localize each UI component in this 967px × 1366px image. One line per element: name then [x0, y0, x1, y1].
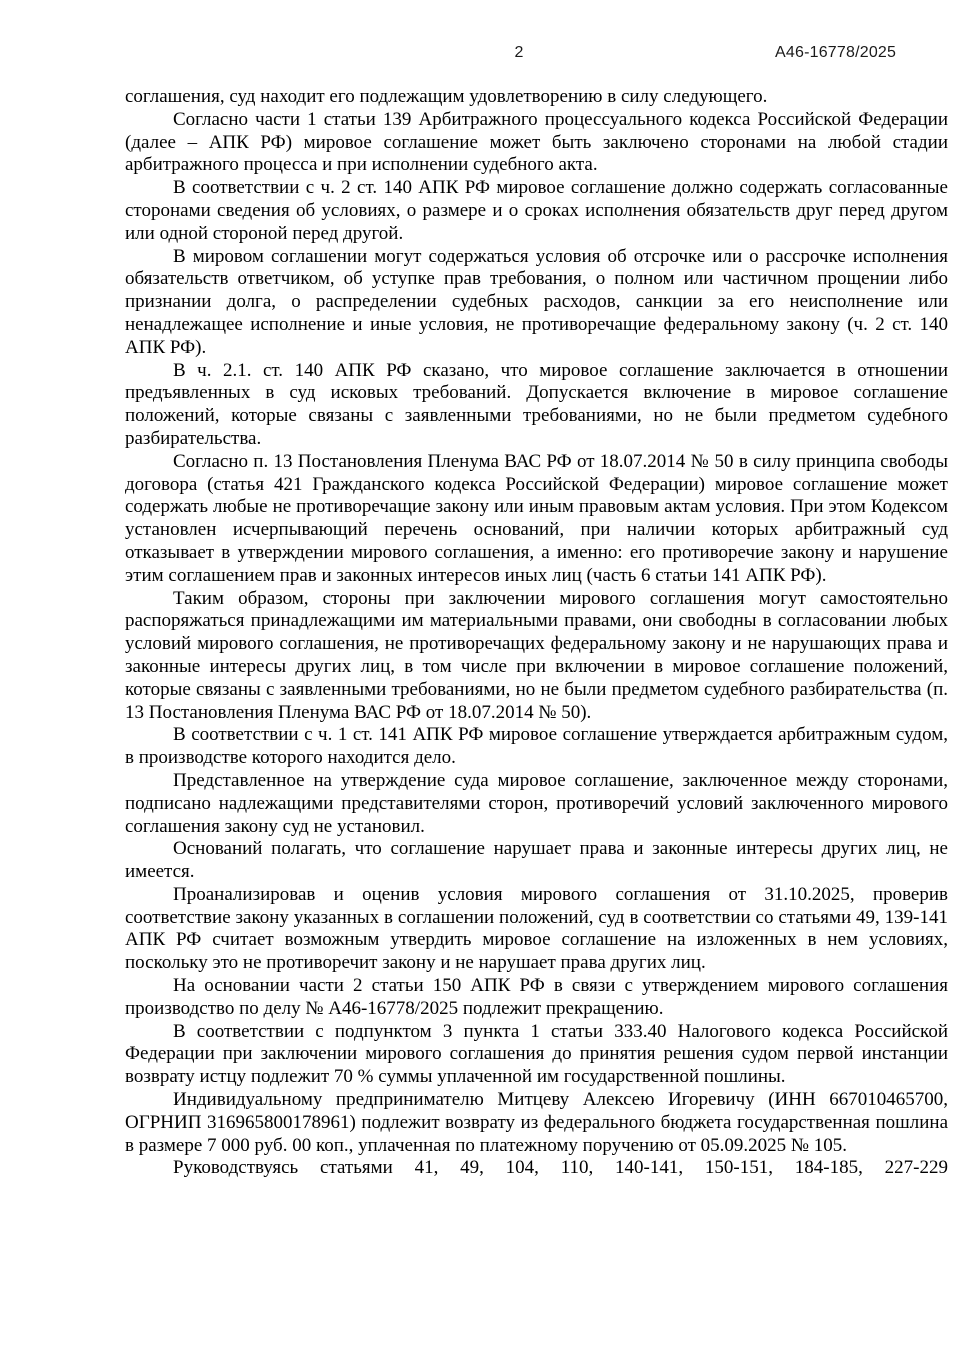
paragraph: В соответствии с подпунктом 3 пункта 1 статьи 333.40 Налогового кодекса Российской Федерации при заключении мирового соглашения до принятия решения судом первой инстанции возврату истцу подлежит 70 % суммы уплаченной им государственной пошлины.: [125, 1020, 948, 1088]
paragraph: соглашения, суд находит его подлежащим удовлетворению в силу следующего.: [125, 86, 768, 107]
paragraph: В мировом соглашении могут содержаться условия об отсрочке или о рассрочке исполнения обязательств ответчиком, об уступке прав требования, о полном или частичном прощении либо признании долга, о распределении судебных расходов, санкции за его неисполнение или ненадлежащее исполнение и иные условия, не противоречащие федеральному закону (ч. 2 ст. 140 АПК РФ).: [125, 245, 948, 358]
paragraph: Таким образом, стороны при заключении мирового соглашения могут самостоятельно распоряжаться принадлежащими им материальными правами, они свободны в согласовании любых условий мирового соглашения, не противоречащих федеральному закону и не нарушающих права и законные интересы других лиц, в том числе при включении в мировое соглашение положений, которые связаны с заявленными требованиями, но не были предметом судебного разбирательства (п. 13 Постановления Пленума ВАС РФ от 18.07.2014 № 50).: [125, 587, 948, 723]
paragraph: Руководствуясь статьями 41, 49, 104, 110, 140-141, 150-151, 184-185, 227-229: [173, 1157, 948, 1179]
paragraph: Согласно п. 13 Постановления Пленума ВАС РФ от 18.07.2014 № 50 в силу принципа свободы договора (статья 421 Гражданского кодекса Российской Федерации) мировое соглашение может содержать любые не противоречащие закону или иным правовым актам условия. При этом Кодексом установлен исчерпывающий перечень оснований, при наличии которых арбитражный суд отказывает в утверждении мирового соглашения, а именно: его противоречие закону и нарушение этим соглашением прав и законных интересов иных лиц (часть 6 статьи 141 АПК РФ).: [125, 450, 948, 586]
document-text: [125, 86, 948, 1180]
case-number: А46-16778/2025: [775, 44, 897, 61]
paragraph: В соответствии с ч. 1 ст. 141 АПК РФ мировое соглашение утверждается арбитражным судом, в производстве которого находится дело.: [125, 724, 948, 769]
paragraph: Представленное на утверждение суда мировое соглашение, заключенное между сторонами, подписано надлежащими представителями сторон, противоречий условий заключенного мирового соглашения закону суд не установил.: [125, 769, 948, 837]
paragraph: Проанализировав и оценив условия мирового соглашения от 31.10.2025, проверив соответствие закону указанных в соглашении положений, суд в соответствии со статьями 49, 139-141 АПК РФ считает возможным утвердить мировое соглашение на изложенных в нем условиях, поскольку это не противоречит закону и не нарушает права других лиц.: [125, 883, 948, 974]
paragraph: Оснований полагать, что соглашение нарушает права и законные интересы других лиц, не имеется.: [125, 838, 948, 883]
paragraph: Индивидуальному предпринимателю Митцеву Алексею Игоревичу (ИНН 667010465700, ОГРНИП 316965800178961) подлежит возврату из федерального бюджета государственная пошлина в размере 7 000 руб. 00 коп., уплаченная по платежному поручению от 05.09.2025 № 105.: [125, 1089, 948, 1156]
paragraph: Согласно части 1 статьи 139 Арбитражного процессуального кодекса Российской Федерации (далее – АПК РФ) мировое соглашение может быть заключено сторонами на любой стадии арбитражного процесса и при исполнении судебного акта.: [125, 108, 948, 176]
page-header: [0, 44, 967, 66]
page-number: 2: [514, 44, 524, 61]
paragraph: В соответствии с ч. 2 ст. 140 АПК РФ мировое соглашение должно содержать согласованные сторонами сведения об условиях, о размере и о сроках исполнения обязательств друг перед другом или одной стороной перед другой.: [125, 177, 948, 244]
paragraph: В ч. 2.1. ст. 140 АПК РФ сказано, что мировое соглашение заключается в отношении предъявленных в суд исковых требований. Допускается включение в мировое соглашение положений, которые связаны с заявленными требованиями, но не были предметом судебного разбирательства.: [125, 359, 948, 449]
paragraph: На основании части 2 статьи 150 АПК РФ в связи с утверждением мирового соглашения производство по делу № А46-16778/2025 подлежит прекращению.: [125, 975, 948, 1019]
